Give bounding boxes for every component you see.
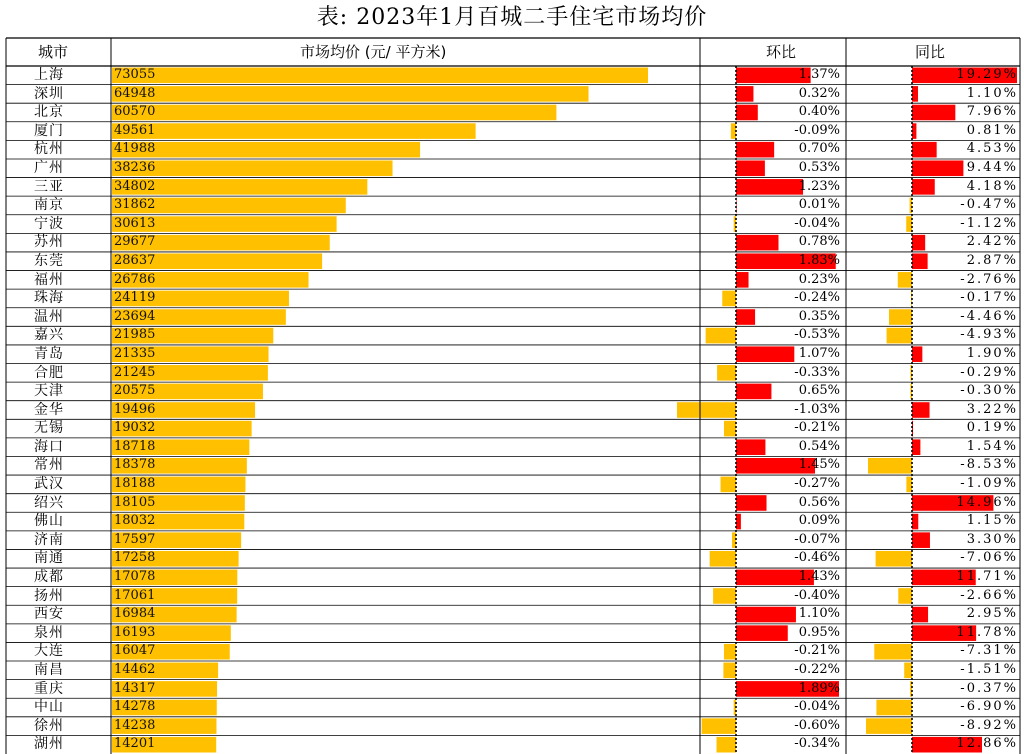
mom-bar	[717, 365, 736, 381]
mom-bar	[723, 663, 736, 679]
header-yoy: 同比	[915, 43, 946, 61]
mom-label: 1.83%	[798, 252, 840, 268]
price-label: 18032	[114, 513, 156, 529]
price-label: 29677	[114, 234, 156, 250]
mom-label: 0.95%	[798, 624, 840, 640]
price-label: 30613	[114, 215, 156, 231]
yoy-label: -7.06%	[960, 550, 1018, 566]
mom-label: 1.89%	[798, 680, 840, 696]
price-label: 21335	[114, 345, 156, 361]
yoy-label: 14.96%	[956, 494, 1018, 510]
mom-bar	[702, 718, 736, 734]
yoy-label: -6.90%	[960, 699, 1018, 715]
mom-label: -0.21%	[794, 643, 840, 659]
mom-label: -0.53%	[794, 327, 840, 343]
price-label: 14462	[114, 662, 156, 678]
city-label: 常州	[34, 457, 64, 474]
mom-label: -0.33%	[794, 364, 840, 380]
price-label: 19032	[114, 420, 156, 436]
mom-label: -0.27%	[794, 476, 840, 492]
price-label: 19496	[114, 401, 156, 417]
yoy-label: -0.29%	[960, 364, 1018, 380]
price-label: 16193	[114, 624, 156, 640]
mom-label: -0.04%	[794, 699, 840, 715]
price-label: 18718	[114, 438, 156, 454]
city-label: 济南	[34, 531, 64, 548]
yoy-label: 19.29%	[956, 67, 1018, 82]
yoy-label: 2.95%	[966, 606, 1018, 622]
yoy-label: 2.42%	[966, 234, 1018, 250]
mom-label: 0.56%	[798, 494, 840, 510]
city-label: 徐州	[34, 717, 64, 734]
city-label: 重庆	[34, 680, 64, 697]
mom-label: 0.54%	[798, 438, 840, 454]
mom-label: 1.07%	[798, 345, 840, 361]
mom-label: 1.23%	[798, 178, 840, 194]
price-label: 18188	[114, 476, 156, 492]
mom-bar	[717, 737, 736, 753]
price-bar	[112, 86, 589, 102]
mom-bar	[713, 588, 736, 604]
yoy-label: -7.31%	[960, 643, 1018, 659]
mom-label: -0.04%	[794, 215, 840, 231]
yoy-label: 9.44%	[966, 159, 1018, 175]
price-label: 38236	[114, 159, 156, 175]
yoy-label: 3.30%	[966, 531, 1018, 547]
city-label: 宁波	[34, 215, 64, 232]
mom-bar	[722, 291, 736, 307]
city-label: 福州	[34, 271, 64, 288]
price-bar	[112, 105, 556, 121]
price-label: 60570	[114, 104, 156, 120]
yoy-label: 4.18%	[966, 178, 1018, 194]
yoy-label: -1.51%	[960, 662, 1018, 678]
price-label: 14201	[114, 736, 156, 752]
mom-label: 1.37%	[798, 67, 840, 82]
price-label: 16047	[114, 643, 156, 659]
mom-bar	[724, 421, 736, 437]
city-label: 无锡	[34, 420, 64, 437]
mom-label: -0.24%	[794, 290, 840, 306]
city-label: 厦门	[34, 122, 64, 139]
mom-label: 1.10%	[798, 606, 840, 622]
mom-label: -0.46%	[794, 550, 840, 566]
city-label: 苏州	[34, 234, 64, 251]
city-label: 金华	[34, 401, 64, 418]
price-label: 17597	[114, 531, 156, 547]
yoy-label: -4.93%	[960, 327, 1018, 343]
mom-label: 0.23%	[798, 271, 840, 287]
yoy-label: 11.71%	[956, 569, 1018, 585]
price-bar	[112, 142, 420, 158]
city-label: 天津	[34, 383, 64, 400]
price-label: 17258	[114, 550, 156, 566]
yoy-label: 2.87%	[966, 252, 1018, 268]
mom-label: 0.35%	[798, 308, 840, 324]
yoy-label: -8.53%	[960, 457, 1018, 473]
yoy-label: -8.92%	[960, 717, 1018, 733]
city-label: 三亚	[34, 178, 64, 195]
mom-bar	[724, 644, 736, 660]
price-label: 18378	[114, 457, 156, 473]
yoy-label: 7.96%	[966, 104, 1018, 120]
city-label: 成都	[34, 569, 64, 586]
mom-bar	[706, 328, 736, 344]
price-label: 34802	[114, 178, 156, 194]
city-label: 广州	[34, 159, 64, 176]
yoy-label: 1.10%	[966, 85, 1018, 101]
city-label: 合肥	[34, 364, 64, 381]
city-label: 青岛	[34, 345, 64, 362]
yoy-label: -1.09%	[960, 476, 1018, 492]
yoy-label: 1.15%	[966, 513, 1018, 529]
mom-label: 1.45%	[798, 457, 840, 473]
city-label: 深圳	[34, 85, 64, 102]
price-label: 21245	[114, 364, 156, 380]
city-label: 西安	[34, 606, 64, 623]
price-label: 16984	[114, 606, 156, 622]
city-label: 杭州	[34, 141, 64, 158]
yoy-label: -0.37%	[960, 680, 1018, 696]
mom-label: -0.22%	[794, 662, 840, 678]
chart-title: 表: 2023年1月百城二手住宅市场均价	[316, 5, 708, 30]
mom-label: 0.01%	[798, 197, 840, 213]
mom-label: 0.65%	[798, 383, 840, 399]
yoy-label: -0.30%	[960, 383, 1018, 399]
mom-label: -0.21%	[794, 420, 840, 436]
price-label: 41988	[114, 141, 156, 157]
price-label: 73055	[114, 67, 156, 82]
yoy-label: 0.19%	[966, 420, 1018, 436]
mom-bar	[710, 551, 736, 567]
mom-label: 0.09%	[798, 513, 840, 529]
yoy-label: -1.12%	[960, 215, 1018, 231]
city-label: 东莞	[34, 252, 64, 269]
header-price: 市场均价 (元/ 平方米)	[300, 43, 447, 61]
price-label: 17061	[114, 587, 156, 603]
mom-label: -0.09%	[794, 122, 840, 138]
city-label: 南京	[34, 197, 64, 214]
city-label: 佛山	[34, 513, 64, 530]
yoy-label: 4.53%	[966, 141, 1018, 157]
price-label: 26786	[114, 271, 156, 287]
price-label: 24119	[114, 290, 156, 306]
city-label: 南昌	[34, 662, 64, 679]
city-label: 嘉兴	[34, 327, 64, 344]
city-label: 绍兴	[34, 494, 64, 511]
price-label: 20575	[114, 383, 156, 399]
mom-bar	[677, 402, 736, 418]
mom-bar	[721, 477, 736, 493]
price-label: 17078	[114, 569, 156, 585]
yoy-label: -4.46%	[960, 308, 1018, 324]
yoy-label: 3.22%	[966, 401, 1018, 417]
city-label: 温州	[34, 308, 64, 325]
price-label: 49561	[114, 122, 156, 138]
price-label: 23694	[114, 308, 156, 324]
price-label: 28637	[114, 252, 156, 268]
header-mom: 环比	[766, 43, 797, 61]
mom-label: 0.53%	[798, 159, 840, 175]
mom-label: 0.32%	[798, 85, 840, 101]
yoy-label: 11.78%	[956, 624, 1018, 640]
city-label: 湖州	[34, 736, 64, 753]
price-label: 14278	[114, 699, 156, 715]
price-bar	[112, 123, 476, 139]
mom-label: -0.07%	[794, 531, 840, 547]
price-bar	[112, 68, 648, 84]
price-label: 14238	[114, 717, 156, 733]
price-label: 18105	[114, 494, 156, 510]
yoy-label: 1.54%	[966, 438, 1018, 454]
mom-label: 0.78%	[798, 234, 840, 250]
city-label: 扬州	[34, 587, 64, 604]
yoy-label: 0.81%	[966, 122, 1018, 138]
mom-label: 0.70%	[798, 141, 840, 157]
price-label: 31862	[114, 197, 156, 213]
mom-label: -0.34%	[794, 736, 840, 752]
yoy-label: -2.76%	[960, 271, 1018, 287]
mom-label: -0.40%	[794, 587, 840, 603]
city-label: 海口	[34, 438, 64, 455]
city-label: 南通	[34, 550, 64, 567]
mom-label: -1.03%	[794, 401, 840, 417]
city-label: 北京	[34, 104, 64, 121]
price-label: 21985	[114, 327, 156, 343]
yoy-label: 1.90%	[966, 345, 1018, 361]
price-label: 64948	[114, 85, 156, 101]
yoy-label: -2.66%	[960, 587, 1018, 603]
city-label: 上海	[34, 67, 64, 83]
yoy-label: 12.86%	[956, 736, 1018, 752]
yoy-label: -0.47%	[960, 197, 1018, 213]
mom-label: 0.40%	[798, 104, 840, 120]
city-label: 武汉	[34, 476, 64, 493]
city-label: 大连	[34, 643, 64, 660]
header-city: 城市	[38, 43, 69, 61]
mom-label: 1.43%	[798, 569, 840, 585]
yoy-label: -0.17%	[960, 290, 1018, 306]
city-label: 珠海	[34, 290, 64, 307]
price-label: 14317	[114, 680, 156, 696]
mom-label: -0.60%	[794, 717, 840, 733]
city-label: 中山	[34, 699, 64, 716]
city-label: 泉州	[34, 624, 64, 641]
